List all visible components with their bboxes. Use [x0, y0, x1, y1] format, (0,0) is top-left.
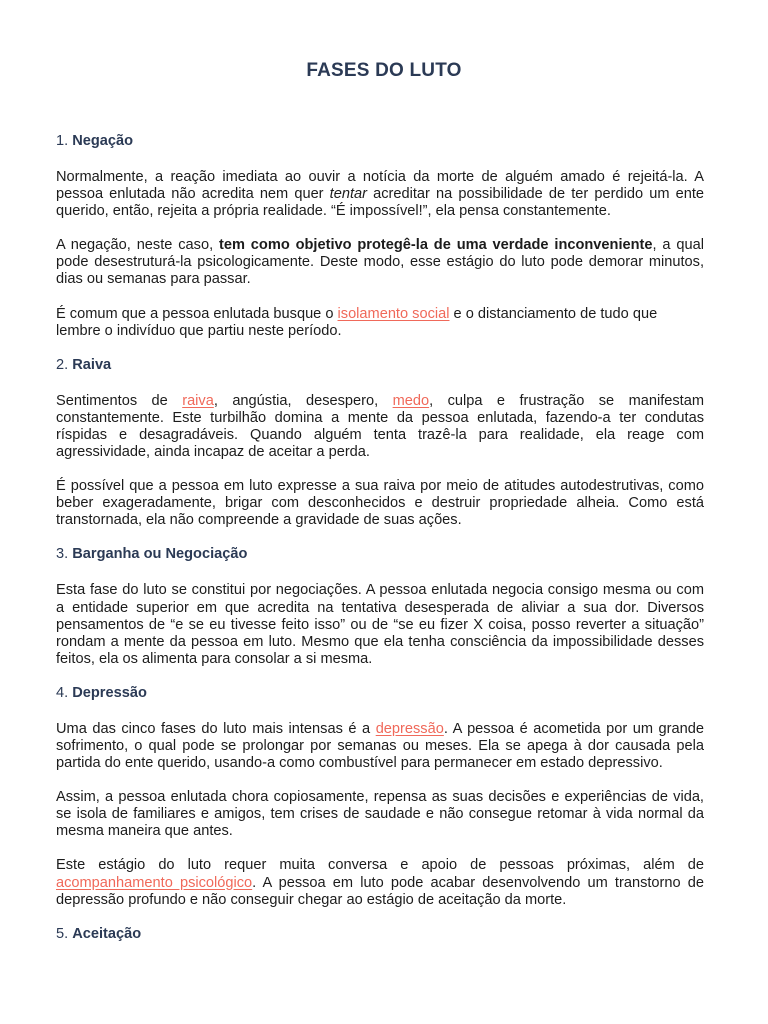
- document-title: FASES DO LUTO: [306, 60, 462, 81]
- section-title: Negação: [72, 133, 134, 149]
- paragraph: [56, 393, 704, 461]
- section-heading-raiva: [56, 357, 704, 374]
- text-run: É comum que a pessoa enlutada busque o: [56, 305, 338, 322]
- paragraph: Assim, a pessoa enlutada chora copiosamente, repensa as suas decisões e experiências de vida, se isola de familiares e amigos, tem crises de saudade e não consegue retomar à vida normal da mesma maneira que antes.: [56, 789, 704, 840]
- document-body: [56, 133, 704, 962]
- section-number: 1.: [56, 133, 69, 149]
- text-run: , angústia, desespero,: [213, 392, 393, 409]
- text-run: e o distanciamento de tudo que lembre o indivíduo que partiu neste período.: [56, 305, 658, 339]
- section-heading-aceitacao: [56, 926, 704, 943]
- paragraph: [56, 306, 704, 340]
- italic-text: tentar: [329, 186, 367, 203]
- paragraph: [56, 857, 704, 908]
- text-run: Sentimentos de: [56, 392, 183, 409]
- section-number: 3.: [56, 546, 69, 563]
- text-run: A negação, neste caso,: [56, 237, 219, 254]
- section-heading-depressao: [56, 685, 704, 702]
- text-run: acreditar na possibilidade de ter perdido um ente querido, então, rejeita a própria realidade. “É impossível!”, ela pensa constantemente.: [56, 186, 705, 220]
- section-title: Barganha ou Negociação: [72, 546, 248, 563]
- section-number: 2.: [56, 356, 69, 373]
- link-isolamento-social[interactable]: isolamento social: [337, 305, 450, 322]
- section-number: 4.: [56, 684, 69, 701]
- section-number: 5.: [56, 925, 69, 942]
- text-run: , culpa e frustração se manifestam constantemente. Este turbilhão domina a mente da pessoa enlutada, fazendo-a ter condutas ríspidas e desagradáveis. Quando alguém tenta trazê-la para realidade, ela reage com agressividade, ainda incapaz de aceitar a perda.: [56, 392, 705, 461]
- paragraph: É possível que a pessoa em luto expresse a sua raiva por meio de atitudes autodestrutivas, como beber exageradamente, brigar com desconhecidos e destruir propriedade alheia. Como está transtornada, ela não compreende a gravidade de suas ações.: [56, 478, 704, 529]
- paragraph: Esta fase do luto se constitui por negociações. A pessoa enlutada negocia consigo mesma ou com a entidade superior em que acredita na tentativa desesperada de aliviar a sua dor. Diversos pensamentos de “e se eu tivesse feito isso” ou de “se eu fizer X coisa, posso reverter a situação” rondam a mente da pessoa em luto. Mesmo que ela tenha consciência da impossibilidade desses feitos, ela os alimenta para consolar a si mesma.: [56, 582, 704, 667]
- bold-text: tem como objetivo protegê-la de uma verdade inconveniente: [219, 237, 653, 254]
- text-run: Normalmente, a reação imediata ao ouvir a notícia da morte de alguém amado é rejeitá-la. A pessoa enlutada não acredita nem quer: [56, 169, 704, 203]
- paragraph: [56, 237, 704, 288]
- paragraph: [56, 169, 704, 220]
- text-run: . A pessoa em luto pode acabar desenvolvendo um transtorno de depressão profundo e não conseguir chegar ao estágio de aceitação da morte.: [56, 874, 704, 908]
- text-run: Uma das cinco fases do luto mais intensas é a: [56, 720, 376, 737]
- section-title: Raiva: [72, 356, 112, 373]
- link-depressao[interactable]: depressão: [375, 720, 444, 737]
- section-title: Aceitação: [72, 925, 142, 942]
- paragraph: [56, 721, 704, 772]
- text-run: . A pessoa é acometida por um grande sofrimento, o qual pode se prolongar por semanas ou meses. Ela se apega à dor causada pela partida do ente querido, usando-a como combustível para permanecer em estado depressivo.: [56, 720, 704, 772]
- section-heading-barganha: [56, 546, 704, 563]
- section-heading-negacao: [56, 133, 704, 150]
- link-raiva[interactable]: raiva: [182, 392, 214, 409]
- link-medo[interactable]: medo: [392, 392, 430, 409]
- text-run: Este estágio do luto requer muita conversa e apoio de pessoas próximas, além de: [56, 857, 704, 874]
- section-title: Depressão: [72, 684, 147, 701]
- text-run: , a qual pode desestruturá-la psicologicamente. Deste modo, esse estágio do luto pode demorar minutos, dias ou semanas para passar.: [56, 237, 704, 288]
- link-acompanhamento-psicologico[interactable]: acompanhamento psicológico: [56, 874, 253, 891]
